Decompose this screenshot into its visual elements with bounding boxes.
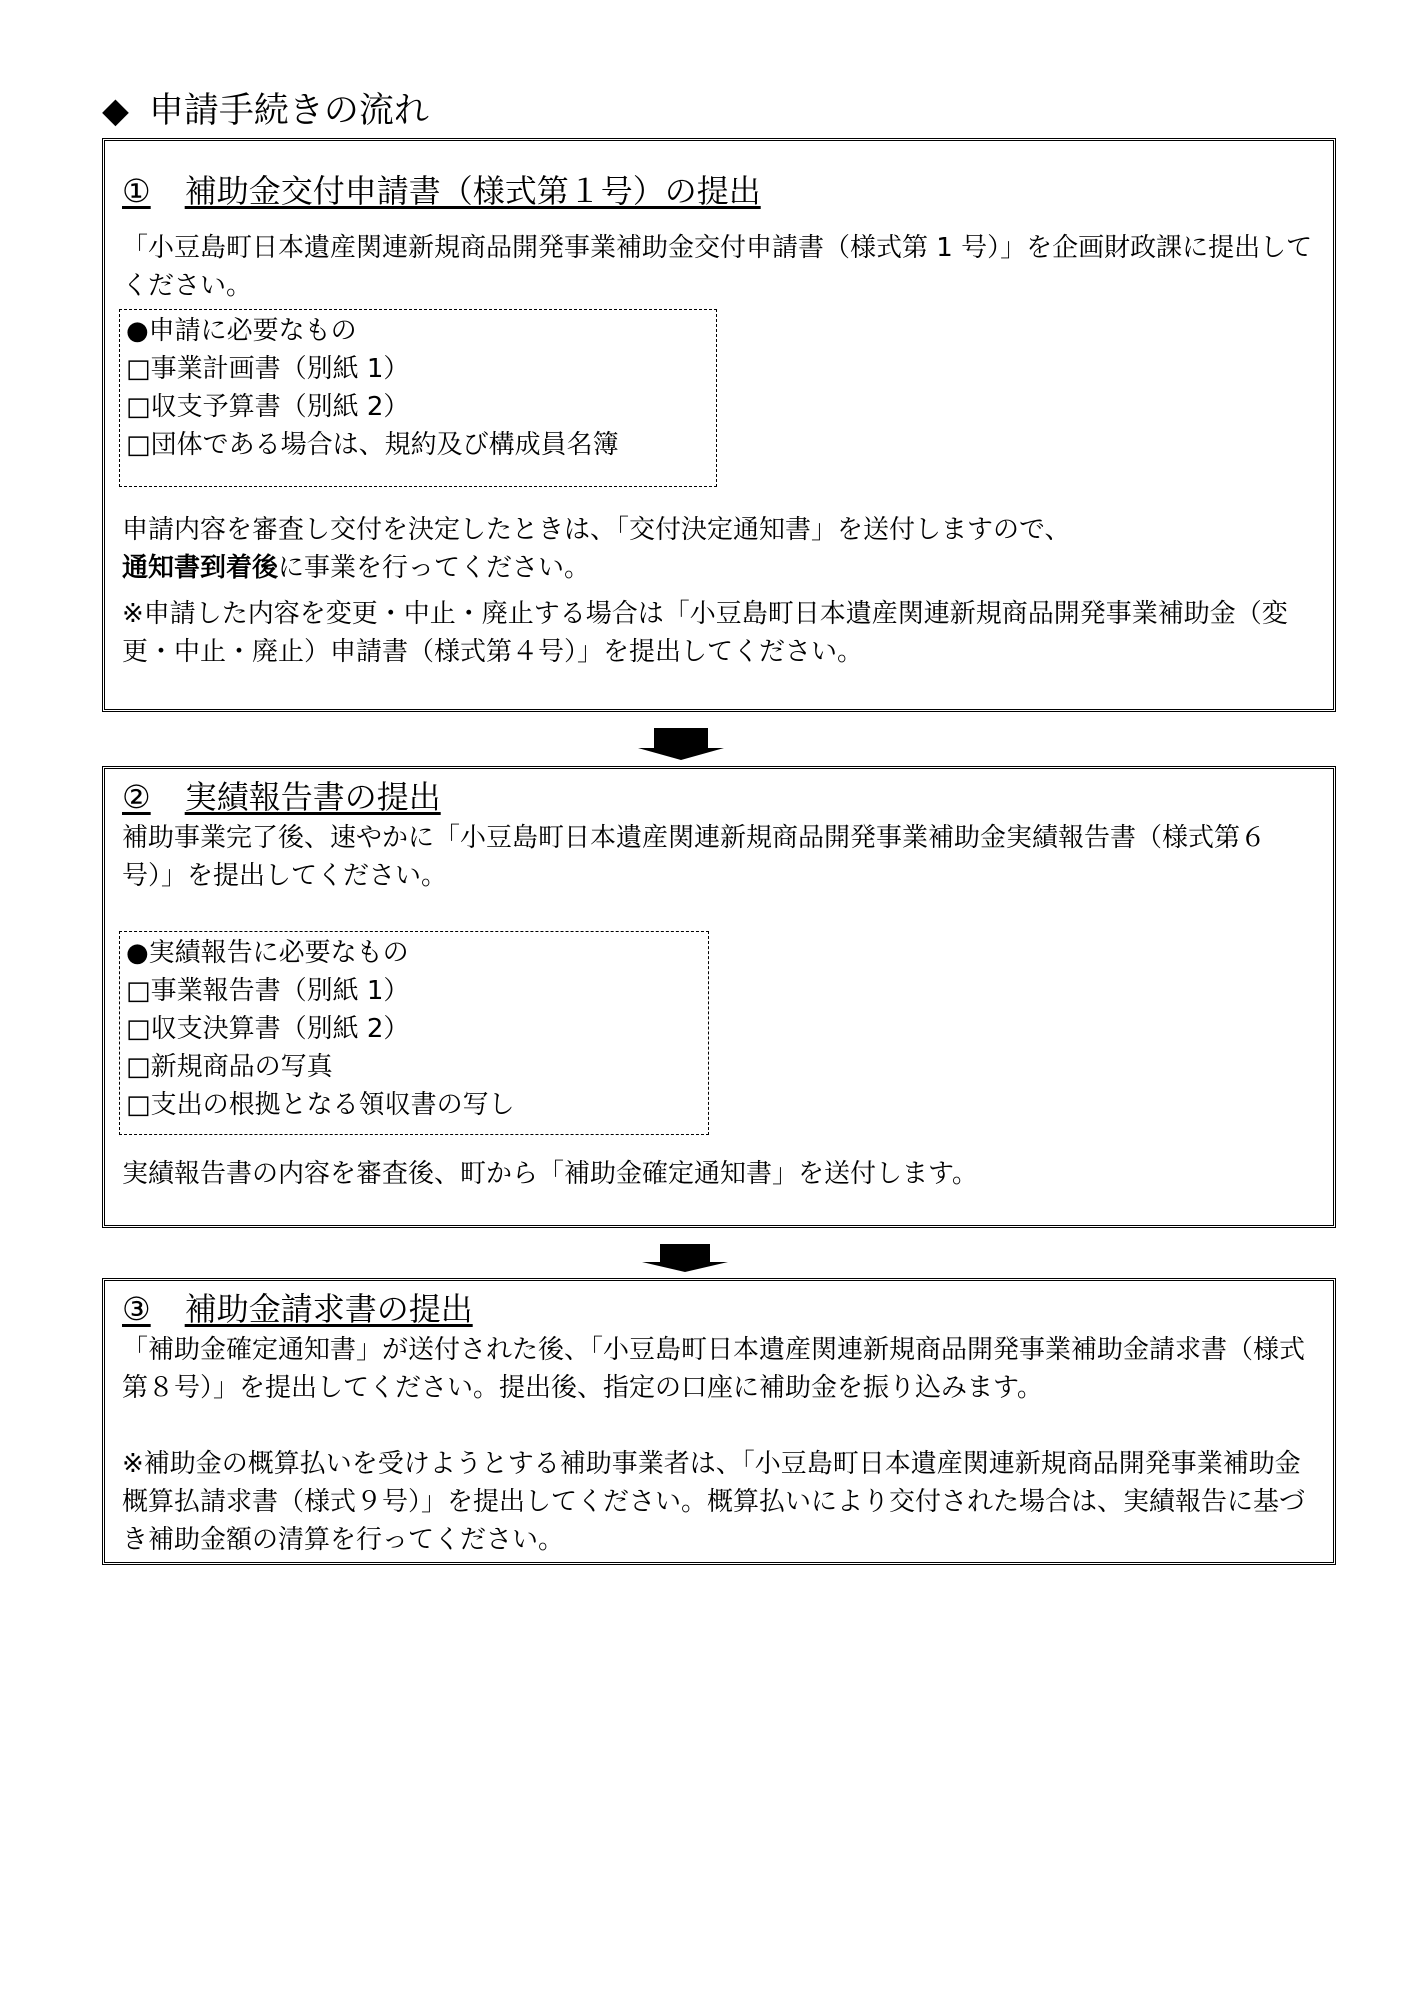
step2-checklist-item: □事業報告書（別紙 1） bbox=[126, 976, 410, 1006]
step3-intro: 「補助金確定通知書」が送付された後、「小豆島町日本遺産関連新規商品開発事業補助金請求書（様式第８号）」を提出してください。提出後、指定の口座に補助金を振り込みます。 bbox=[122, 1335, 1306, 1403]
step2-heading bbox=[122, 775, 1315, 819]
step1-decision bbox=[122, 511, 1315, 587]
step2-closing: 実績報告書の内容を審査後、町から「補助金確定通知書」を送付します。 bbox=[122, 1159, 978, 1189]
down-arrow-icon bbox=[642, 1244, 728, 1274]
step1-decision-text-1: 申請内容を審査し交付を決定したときは、「交付決定通知書」を送付しますので、 bbox=[122, 515, 1071, 545]
step2-checklist bbox=[119, 931, 709, 1135]
step2-checklist-title: ●実績報告に必要なもの bbox=[126, 938, 409, 968]
step2-checklist-item: □支出の根拠となる領収書の写し bbox=[126, 1090, 515, 1120]
page-title-text: 申請手続きの流れ bbox=[148, 91, 429, 131]
step1-box bbox=[102, 138, 1336, 712]
step1-decision-bold: 通知書到着後 bbox=[122, 553, 279, 583]
step3-heading bbox=[122, 1287, 1315, 1331]
step2-checklist-item: □収支決算書（別紙 2） bbox=[126, 1014, 410, 1044]
step1-checklist-item: □収支予算書（別紙 2） bbox=[126, 392, 410, 422]
diamond-icon: ◆ bbox=[102, 91, 129, 131]
step2-heading-text: 実績報告書の提出 bbox=[184, 778, 441, 816]
step2-intro: 補助事業完了後、速やかに「小豆島町日本遺産関連新規商品開発事業補助金実績報告書（様式第６号）」を提出してください。 bbox=[122, 823, 1267, 891]
step3-number: ③ bbox=[122, 1290, 151, 1328]
step1-checklist-item: □団体である場合は、規約及び構成員名簿 bbox=[126, 430, 619, 460]
step1-checklist-item: □事業計画書（別紙 1） bbox=[126, 354, 410, 384]
step1-intro: 「小豆島町日本遺産関連新規商品開発事業補助金交付申請書（様式第 1 号）」を企画財政課に提出してください。 bbox=[122, 233, 1313, 301]
step2-number: ② bbox=[122, 778, 151, 816]
step1-checklist-title: ●申請に必要なもの bbox=[126, 316, 357, 346]
down-arrow-icon bbox=[638, 728, 724, 762]
step3-box bbox=[102, 1278, 1336, 1565]
step3-note: ※補助金の概算払いを受けようとする補助事業者は、「小豆島町日本遺産関連新規商品開発事業補助金概算払請求書（様式９号）」を提出してください。概算払いにより交付された場合は、実績報告に基づき補助金額の清算を行ってください。 bbox=[122, 1449, 1306, 1555]
step1-number: ① bbox=[122, 172, 151, 210]
step2-checklist-item: □新規商品の写真 bbox=[126, 1052, 333, 1082]
page-title bbox=[102, 86, 429, 136]
step3-heading-text: 補助金請求書の提出 bbox=[184, 1290, 473, 1328]
step1-heading-text: 補助金交付申請書（様式第１号）の提出 bbox=[184, 172, 761, 210]
step1-heading bbox=[122, 169, 1315, 213]
step1-note: ※申請した内容を変更・中止・廃止する場合は「小豆島町日本遺産関連新規商品開発事業補助金（変更・中止・廃止）申請書（様式第４号）」を提出してください。 bbox=[122, 599, 1288, 667]
step2-box bbox=[102, 766, 1336, 1228]
step1-checklist bbox=[119, 309, 717, 487]
step1-decision-text-2: に事業を行ってください。 bbox=[278, 553, 591, 583]
